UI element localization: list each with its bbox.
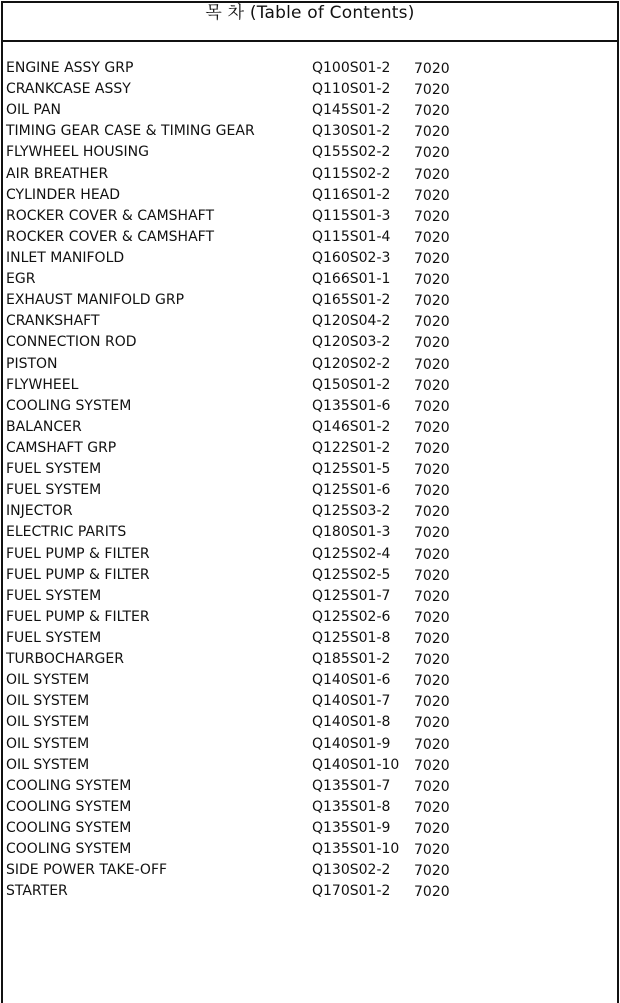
section-name: CAMSHAFT GRP xyxy=(6,439,117,456)
section-code: Q135S01-7 xyxy=(312,777,391,794)
section-name: EXHAUST MANIFOLD GRP xyxy=(6,292,185,309)
page-number: 7020 xyxy=(414,778,450,795)
toc-row[interactable] xyxy=(6,438,616,459)
toc-row[interactable] xyxy=(6,185,616,206)
section-name: OIL SYSTEM xyxy=(6,756,90,773)
section-code: Q115S02-2 xyxy=(312,165,391,182)
section-code: Q146S01-2 xyxy=(312,418,391,435)
page-number: 7020 xyxy=(414,440,450,457)
section-code: Q125S02-4 xyxy=(312,545,391,562)
section-name: CRANKSHAFT xyxy=(6,313,100,330)
toc-row[interactable] xyxy=(6,691,616,712)
toc-row[interactable] xyxy=(6,501,616,522)
toc-row[interactable] xyxy=(6,354,616,375)
page-number: 7020 xyxy=(414,187,450,204)
toc-row[interactable] xyxy=(6,712,616,733)
section-name: OIL SYSTEM xyxy=(6,735,90,752)
toc-row[interactable] xyxy=(6,290,616,311)
page-number: 7020 xyxy=(414,166,450,183)
toc-row[interactable] xyxy=(6,734,616,755)
toc-row[interactable] xyxy=(6,269,616,290)
section-name: OIL PAN xyxy=(6,102,61,119)
section-name: COOLING SYSTEM xyxy=(6,841,132,858)
section-name: FLYWHEEL xyxy=(6,376,79,393)
section-code: Q140S01-6 xyxy=(312,672,391,689)
section-code: Q135S01-9 xyxy=(312,819,391,836)
section-code: Q130S02-2 xyxy=(312,862,391,879)
toc-row[interactable] xyxy=(6,649,616,670)
page-number: 7020 xyxy=(414,124,450,141)
section-name: STARTER xyxy=(6,883,68,900)
section-name: INLET MANIFOLD xyxy=(6,249,125,266)
section-name: FUEL SYSTEM xyxy=(6,461,102,478)
page-number: 7020 xyxy=(414,736,450,753)
section-code: Q140S01-10 xyxy=(312,756,400,773)
toc-row[interactable] xyxy=(6,417,616,438)
page-number: 7020 xyxy=(414,799,450,816)
section-code: Q145S01-2 xyxy=(312,102,391,119)
toc-row[interactable] xyxy=(6,459,616,480)
section-name: CONNECTION ROD xyxy=(6,334,137,351)
page-number: 7020 xyxy=(414,546,450,563)
toc-row[interactable] xyxy=(6,79,616,100)
title-divider xyxy=(3,40,617,42)
section-name: COOLING SYSTEM xyxy=(6,819,132,836)
toc-row[interactable] xyxy=(6,881,616,902)
page-number: 7020 xyxy=(414,335,450,352)
toc-row[interactable] xyxy=(6,375,616,396)
page-number: 7020 xyxy=(414,103,450,120)
page-number: 7020 xyxy=(414,863,450,880)
toc-row[interactable] xyxy=(6,227,616,248)
section-name: ELECTRIC PARITS xyxy=(6,524,127,541)
section-code: Q116S01-2 xyxy=(312,186,391,203)
page-number: 7020 xyxy=(414,588,450,605)
section-name: FUEL PUMP & FILTER xyxy=(6,545,150,562)
section-code: Q125S01-5 xyxy=(312,461,391,478)
toc-row[interactable] xyxy=(6,121,616,142)
toc-list xyxy=(6,58,616,902)
page-number: 7020 xyxy=(414,356,450,373)
page-number: 7020 xyxy=(414,609,450,626)
page-number: 7020 xyxy=(414,504,450,521)
toc-row[interactable] xyxy=(6,396,616,417)
section-code: Q130S01-2 xyxy=(312,123,391,140)
toc-row[interactable] xyxy=(6,58,616,79)
page-number: 7020 xyxy=(414,525,450,542)
section-name: ROCKER COVER & CAMSHAFT xyxy=(6,228,215,245)
section-code: Q140S01-8 xyxy=(312,714,391,731)
toc-row[interactable] xyxy=(6,522,616,543)
section-code: Q135S01-8 xyxy=(312,798,391,815)
toc-row[interactable] xyxy=(6,332,616,353)
toc-row[interactable] xyxy=(6,755,616,776)
page-number: 7020 xyxy=(414,694,450,711)
section-name: FUEL SYSTEM xyxy=(6,629,102,646)
section-code: Q125S02-6 xyxy=(312,608,391,625)
section-name: CYLINDER HEAD xyxy=(6,186,121,203)
section-name: FUEL SYSTEM xyxy=(6,482,102,499)
page-number: 7020 xyxy=(414,398,450,415)
section-name: COOLING SYSTEM xyxy=(6,777,132,794)
page-number: 7020 xyxy=(414,82,450,99)
page-number: 7020 xyxy=(414,229,450,246)
toc-row[interactable] xyxy=(6,206,616,227)
section-code: Q160S02-3 xyxy=(312,249,391,266)
page-number: 7020 xyxy=(414,419,450,436)
page-number: 7020 xyxy=(414,630,450,647)
section-name: SIDE POWER TAKE-OFF xyxy=(6,862,168,879)
section-code: Q120S03-2 xyxy=(312,334,391,351)
toc-row[interactable] xyxy=(6,860,616,881)
section-code: Q125S01-8 xyxy=(312,629,391,646)
section-code: Q100S01-2 xyxy=(312,60,391,76)
section-code: Q180S01-3 xyxy=(312,524,391,541)
section-code: Q166S01-1 xyxy=(312,271,391,288)
section-code: Q125S01-6 xyxy=(312,482,391,499)
section-name: OIL SYSTEM xyxy=(6,714,90,731)
section-code: Q140S01-7 xyxy=(312,693,391,710)
page-number: 7020 xyxy=(414,272,450,289)
section-name: FUEL SYSTEM xyxy=(6,587,102,604)
section-code: Q115S01-4 xyxy=(312,228,391,245)
page-number: 7020 xyxy=(414,884,450,901)
toc-row[interactable] xyxy=(6,586,616,607)
section-name: ROCKER COVER & CAMSHAFT xyxy=(6,207,215,224)
toc-row[interactable] xyxy=(6,670,616,691)
section-name: FLYWHEEL HOUSING xyxy=(6,144,149,161)
section-name: TIMING GEAR CASE & TIMING GEAR xyxy=(6,123,255,140)
page-number: 7020 xyxy=(414,462,450,479)
section-code: Q125S03-2 xyxy=(312,503,391,520)
section-name: OIL SYSTEM xyxy=(6,693,90,710)
section-code: Q120S04-2 xyxy=(312,313,391,330)
section-code: Q120S02-2 xyxy=(312,355,391,372)
page-title: 목 차 (Table of Contents) xyxy=(205,3,415,23)
section-name: ENGINE ASSY GRP xyxy=(6,60,134,76)
toc-row[interactable] xyxy=(6,544,616,565)
section-name: BALANCER xyxy=(6,418,82,435)
section-code: Q155S02-2 xyxy=(312,144,391,161)
toc-row[interactable] xyxy=(6,248,616,269)
section-name: EGR xyxy=(6,271,36,288)
page-number: 7020 xyxy=(414,842,450,859)
section-code: Q165S01-2 xyxy=(312,292,391,309)
section-name: COOLING SYSTEM xyxy=(6,397,132,414)
section-name: TURBOCHARGER xyxy=(6,651,124,668)
page-number: 7020 xyxy=(414,567,450,584)
section-code: Q122S01-2 xyxy=(312,439,391,456)
page-number: 7020 xyxy=(414,820,450,837)
page-number: 7020 xyxy=(414,61,450,77)
section-code: Q185S01-2 xyxy=(312,651,391,668)
toc-row[interactable] xyxy=(6,628,616,649)
page-number: 7020 xyxy=(414,250,450,267)
section-code: Q135S01-6 xyxy=(312,397,391,414)
section-code: Q125S02-5 xyxy=(312,566,391,583)
toc-row[interactable] xyxy=(6,164,616,185)
page-number: 7020 xyxy=(414,314,450,331)
section-name: PISTON xyxy=(6,355,58,372)
page-number: 7020 xyxy=(414,715,450,732)
toc-row[interactable] xyxy=(6,565,616,586)
toc-row[interactable] xyxy=(6,797,616,818)
section-name: COOLING SYSTEM xyxy=(6,798,132,815)
section-name: OIL SYSTEM xyxy=(6,672,90,689)
section-code: Q125S01-7 xyxy=(312,587,391,604)
page-number: 7020 xyxy=(414,293,450,310)
page-number: 7020 xyxy=(414,757,450,774)
section-code: Q150S01-2 xyxy=(312,376,391,393)
section-name: AIR BREATHER xyxy=(6,165,109,182)
page-number: 7020 xyxy=(414,145,450,162)
toc-row[interactable] xyxy=(6,818,616,839)
page-number: 7020 xyxy=(414,377,450,394)
page-number: 7020 xyxy=(414,208,450,225)
page-number: 7020 xyxy=(414,673,450,690)
page-number: 7020 xyxy=(414,652,450,669)
toc-row[interactable] xyxy=(6,776,616,797)
section-name: FUEL PUMP & FILTER xyxy=(6,608,150,625)
page-number: 7020 xyxy=(414,483,450,500)
toc-row[interactable] xyxy=(6,607,616,628)
section-code: Q140S01-9 xyxy=(312,735,391,752)
section-name: INJECTOR xyxy=(6,503,73,520)
toc-row[interactable] xyxy=(6,142,616,163)
section-code: Q170S01-2 xyxy=(312,883,391,900)
toc-row[interactable] xyxy=(6,100,616,121)
section-name: FUEL PUMP & FILTER xyxy=(6,566,150,583)
toc-row[interactable] xyxy=(6,480,616,501)
section-name: CRANKCASE ASSY xyxy=(6,81,131,98)
section-code: Q135S01-10 xyxy=(312,841,400,858)
toc-row[interactable] xyxy=(6,839,616,860)
toc-row[interactable] xyxy=(6,311,616,332)
section-code: Q110S01-2 xyxy=(312,81,391,98)
section-code: Q115S01-3 xyxy=(312,207,391,224)
